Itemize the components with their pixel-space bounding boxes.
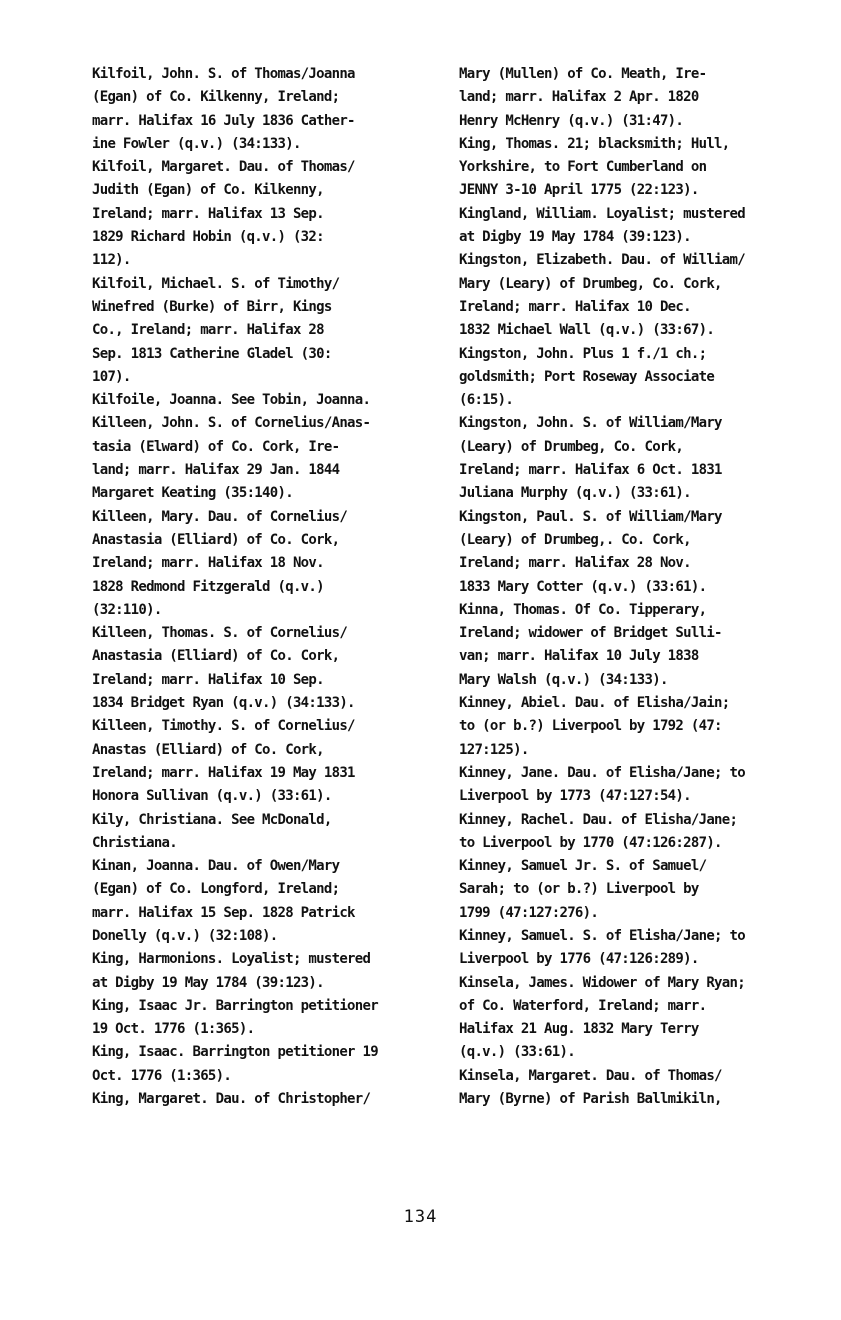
- entry-line: Winefred (Burke) of Birr, Kings: [92, 298, 332, 315]
- entry-line: Kinney, Samuel Jr. S. of Samuel/: [459, 858, 707, 875]
- entry-line: Kilfoil, John. S. of Thomas/Joanna: [92, 66, 355, 82]
- entry-line: Kilfoil, Margaret. Dau. of Thomas/: [92, 159, 355, 176]
- entry-line: 1833 Mary Cotter (q.v.) (33:61).: [459, 578, 707, 595]
- index-entry: [459, 599, 839, 692]
- entry-line: Oct. 1776 (1:365).: [92, 1067, 232, 1084]
- index-entry: [459, 343, 839, 413]
- entry-line: King, Isaac. Barrington petitioner 19: [92, 1044, 378, 1061]
- index-entry: [92, 63, 472, 156]
- index-entry: [92, 948, 472, 995]
- entry-line: Kinan, Joanna. Dau. of Owen/Mary: [92, 858, 340, 875]
- entry-line: Ireland; marr. Halifax 10 Dec.: [459, 298, 691, 315]
- entry-line: Ireland; marr. Halifax 28 Nov.: [459, 555, 691, 572]
- entry-line: Kingston, Paul. S. of William/Mary: [459, 508, 722, 525]
- index-entry: [92, 715, 472, 808]
- index-entry: [459, 249, 839, 342]
- entry-line: JENNY 3-10 April 1775 (22:123).: [459, 182, 699, 199]
- entry-line: 112).: [92, 252, 131, 269]
- index-entry: [92, 622, 472, 715]
- entry-line: 1832 Michael Wall (q.v.) (33:67).: [459, 322, 715, 339]
- entry-line: at Digby 19 May 1784 (39:123).: [459, 229, 691, 246]
- index-entry: [92, 412, 472, 505]
- entry-line: (q.v.) (33:61).: [459, 1044, 575, 1061]
- index-entry: [459, 506, 839, 599]
- entry-line: (Leary) of Drumbeg,. Co. Cork,: [459, 531, 691, 548]
- entry-line: 1799 (47:127:276).: [459, 904, 599, 921]
- index-entry: [92, 995, 472, 1042]
- index-entry: [459, 133, 839, 203]
- entry-line: Kinsela, James. Widower of Mary Ryan;: [459, 974, 745, 991]
- entry-line: Sarah; to (or b.?) Liverpool by: [459, 881, 699, 898]
- entry-line: Anastasia (Elliard) of Co. Cork,: [92, 531, 340, 548]
- entry-line: 127:125).: [459, 741, 529, 758]
- index-entry: [459, 972, 839, 1065]
- entry-line: Anastasia (Elliard) of Co. Cork,: [92, 648, 340, 665]
- entry-line: (6:15).: [459, 392, 514, 409]
- entry-line: Henry McHenry (q.v.) (31:47).: [459, 112, 684, 129]
- entry-line: Killeen, John. S. of Cornelius/Anas-: [92, 415, 371, 432]
- index-entry: [92, 273, 472, 389]
- entry-line: King, Thomas. 21; blacksmith; Hull,: [459, 135, 730, 152]
- index-entry: [92, 156, 472, 272]
- entry-line: to Liverpool by 1770 (47:126:287).: [459, 834, 722, 851]
- entry-line: King, Isaac Jr. Barrington petitioner: [92, 997, 378, 1014]
- index-entry: [92, 809, 472, 856]
- entry-line: Kingston, John. S. of William/Mary: [459, 415, 722, 432]
- entry-line: Mary Walsh (q.v.) (34:133).: [459, 671, 668, 688]
- entry-line: (Leary) of Drumbeg, Co. Cork,: [459, 438, 684, 455]
- entry-line: of Co. Waterford, Ireland; marr.: [459, 997, 707, 1014]
- entry-line: Margaret Keating (35:140).: [92, 485, 293, 502]
- index-entry: [459, 762, 839, 809]
- entry-line: Mary (Byrne) of Parish Ballmikiln,: [459, 1091, 722, 1108]
- entry-line: goldsmith; Port Roseway Associate: [459, 368, 715, 385]
- entry-line: Ireland; marr. Halifax 10 Sep.: [92, 671, 324, 688]
- index-entry: [92, 855, 472, 948]
- entry-line: Liverpool by 1776 (47:126:289).: [459, 951, 699, 968]
- entry-line: land; marr. Halifax 29 Jan. 1844: [92, 462, 340, 479]
- entry-line: King, Margaret. Dau. of Christopher/: [92, 1091, 371, 1108]
- entry-line: marr. Halifax 15 Sep. 1828 Patrick: [92, 904, 355, 921]
- entry-line: ine Fowler (q.v.) (34:133).: [92, 135, 301, 152]
- index-entry: [92, 1041, 472, 1088]
- entry-line: Kinna, Thomas. Of Co. Tipperary,: [459, 601, 707, 618]
- entry-line: King, Harmonions. Loyalist; mustered: [92, 951, 371, 968]
- entry-line: Honora Sullivan (q.v.) (33:61).: [92, 788, 332, 805]
- entry-line: Christiana.: [92, 834, 178, 851]
- entry-line: Co., Ireland; marr. Halifax 28: [92, 322, 324, 339]
- entry-line: 1828 Redmond Fitzgerald (q.v.): [92, 578, 324, 595]
- entry-line: Kingston, John. Plus 1 f./1 ch.;: [459, 345, 707, 362]
- entry-line: Juliana Murphy (q.v.) (33:61).: [459, 485, 691, 502]
- entry-line: Judith (Egan) of Co. Kilkenny,: [92, 182, 324, 199]
- index-entry: [92, 1088, 472, 1111]
- entry-line: van; marr. Halifax 10 July 1838: [459, 648, 699, 665]
- entry-line: Kinney, Samuel. S. of Elisha/Jane; to: [459, 927, 745, 944]
- entry-line: tasia (Elward) of Co. Cork, Ire-: [92, 438, 340, 455]
- entry-line: Kinsela, Margaret. Dau. of Thomas/: [459, 1067, 722, 1084]
- index-entry: [459, 203, 839, 250]
- entry-line: Yorkshire, to Fort Cumberland on: [459, 159, 707, 176]
- entry-line: Ireland; marr. Halifax 6 Oct. 1831: [459, 462, 722, 479]
- entry-line: Killeen, Mary. Dau. of Cornelius/: [92, 508, 348, 525]
- entry-line: (Egan) of Co. Longford, Ireland;: [92, 881, 340, 898]
- entry-line: Ireland; marr. Halifax 18 Nov.: [92, 555, 324, 572]
- left-column: [92, 63, 472, 1111]
- entry-line: (32:110).: [92, 601, 162, 618]
- entry-line: (Egan) of Co. Kilkenny, Ireland;: [92, 89, 340, 106]
- entry-line: Killeen, Timothy. S. of Cornelius/: [92, 718, 355, 735]
- entry-line: Kilfoil, Michael. S. of Timothy/: [92, 275, 340, 292]
- entry-line: Kingston, Elizabeth. Dau. of William/: [459, 252, 745, 269]
- index-entry: [459, 692, 839, 762]
- index-entry: [459, 1065, 839, 1112]
- index-entry: [92, 506, 472, 622]
- entry-line: 1829 Richard Hobin (q.v.) (32:: [92, 229, 324, 246]
- entry-line: Kilfoile, Joanna. See Tobin, Joanna.: [92, 392, 371, 409]
- entry-line: Mary (Leary) of Drumbeg, Co. Cork,: [459, 275, 722, 292]
- page-number: 134: [403, 1207, 438, 1227]
- entry-line: Kinney, Abiel. Dau. of Elisha/Jain;: [459, 695, 730, 712]
- entry-line: 107).: [92, 368, 131, 385]
- index-entry: [92, 389, 472, 412]
- index-entry: [459, 63, 839, 133]
- entry-line: Killeen, Thomas. S. of Cornelius/: [92, 625, 348, 642]
- right-column: [459, 63, 839, 1111]
- index-entry: [459, 412, 839, 505]
- entry-line: at Digby 19 May 1784 (39:123).: [92, 974, 324, 991]
- entry-line: Kinney, Rachel. Dau. of Elisha/Jane;: [459, 811, 738, 828]
- entry-line: to (or b.?) Liverpool by 1792 (47:: [459, 718, 722, 735]
- entry-line: Mary (Mullen) of Co. Meath, Ire-: [459, 66, 707, 82]
- entry-line: Donelly (q.v.) (32:108).: [92, 927, 278, 944]
- entry-line: 1834 Bridget Ryan (q.v.) (34:133).: [92, 695, 355, 712]
- entry-line: Ireland; marr. Halifax 13 Sep.: [92, 205, 324, 222]
- index-entry: [459, 809, 839, 856]
- entry-line: Anastas (Elliard) of Co. Cork,: [92, 741, 324, 758]
- entry-line: land; marr. Halifax 2 Apr. 1820: [459, 89, 699, 106]
- entry-line: 19 Oct. 1776 (1:365).: [92, 1021, 255, 1038]
- entry-line: Sep. 1813 Catherine Gladel (30:: [92, 345, 332, 362]
- entry-line: Kinney, Jane. Dau. of Elisha/Jane; to: [459, 764, 745, 781]
- entry-line: Ireland; widower of Bridget Sulli-: [459, 625, 722, 642]
- index-entry: [459, 925, 839, 972]
- entry-line: Kingland, William. Loyalist; mustered: [459, 205, 745, 222]
- entry-line: Ireland; marr. Halifax 19 May 1831: [92, 764, 355, 781]
- entry-line: marr. Halifax 16 July 1836 Cather-: [92, 112, 355, 129]
- entry-line: Liverpool by 1773 (47:127:54).: [459, 788, 691, 805]
- entry-line: Kily, Christiana. See McDonald,: [92, 811, 332, 828]
- entry-line: Halifax 21 Aug. 1832 Mary Terry: [459, 1021, 699, 1038]
- index-entry: [459, 855, 839, 925]
